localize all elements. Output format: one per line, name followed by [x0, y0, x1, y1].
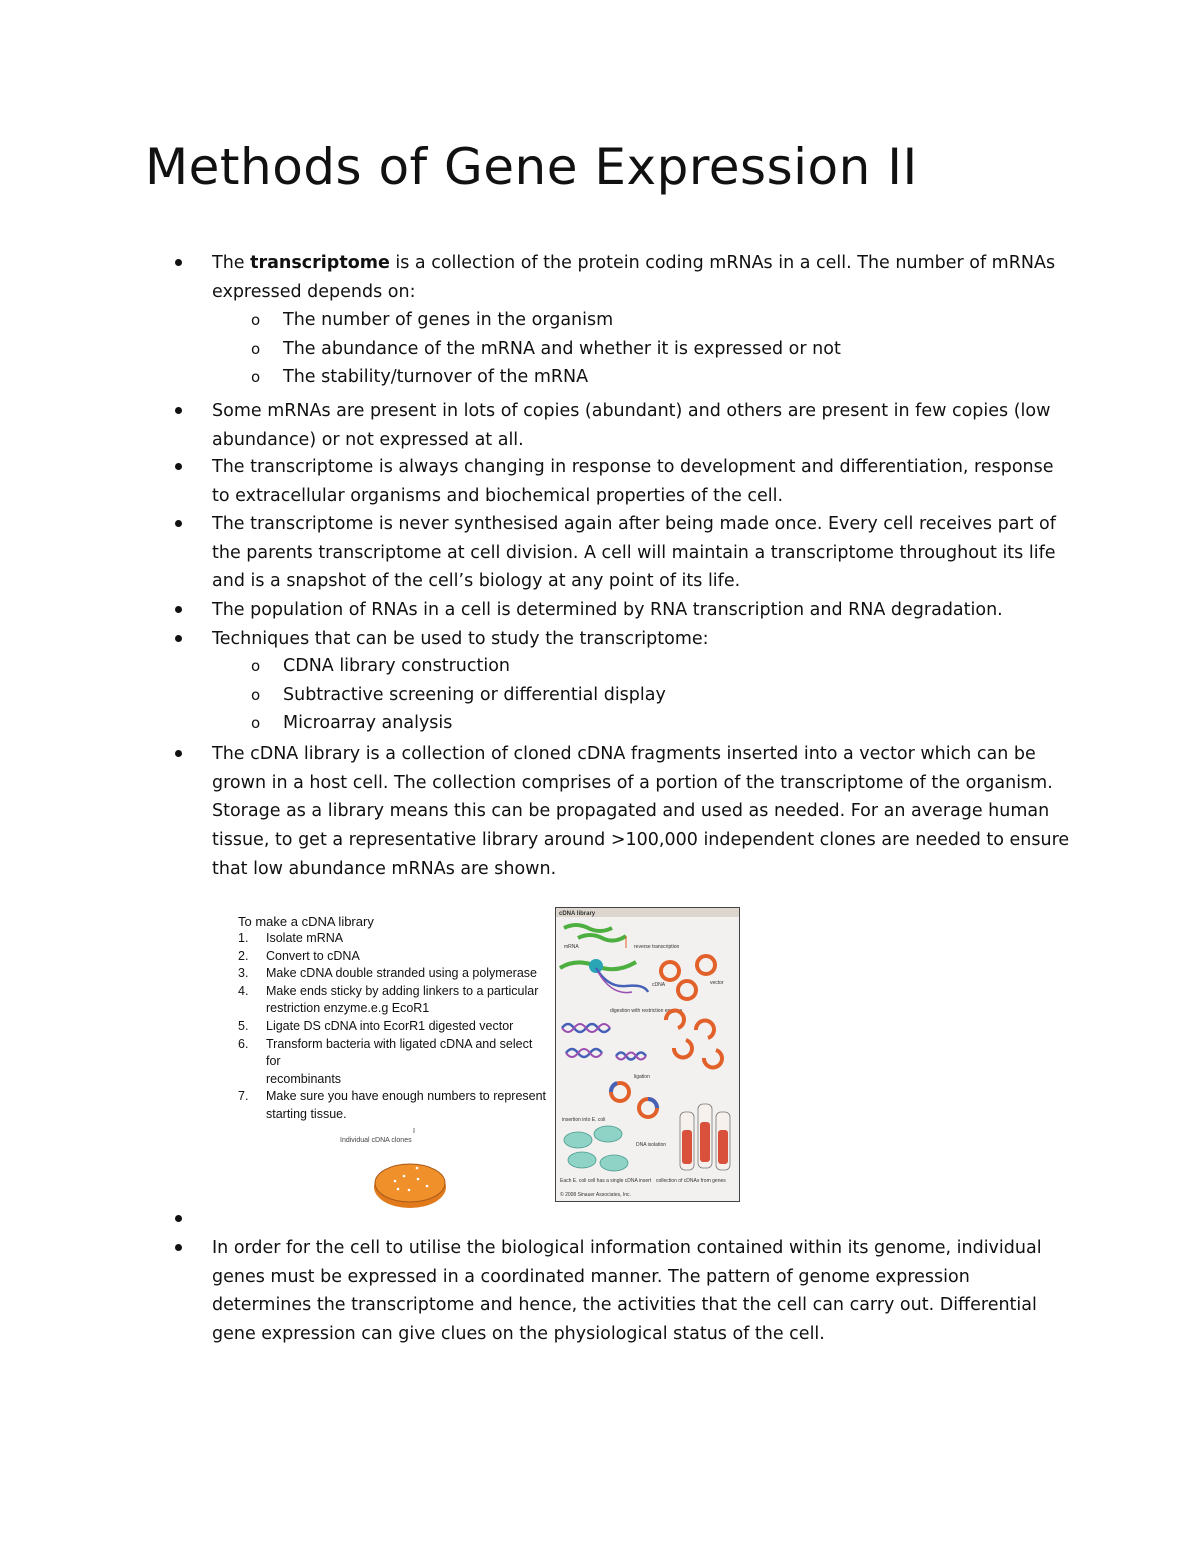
bold-term: transcriptome: [250, 253, 390, 273]
step-text: Transform bacteria with ligated cDNA and select for recombinants: [266, 1036, 533, 1086]
svg-text:cDNA: cDNA: [652, 982, 666, 988]
agar-plate-illustration: [232, 906, 548, 1211]
text-line: The transcriptome is always changing in response to development and differentiation, response: [212, 457, 1054, 477]
sub-bullet-marker: o: [251, 311, 261, 329]
text-line: The population of RNAs in a cell is determined by RNA transcription and RNA degradation.: [212, 600, 1003, 620]
text-line: gene expression can give clues on the physiological status of the cell.: [212, 1324, 825, 1345]
svg-text:DNA isolation: DNA isolation: [636, 1142, 667, 1148]
sub-bullet-marker: o: [251, 685, 261, 704]
svg-text:© 2008 Sinauer Associates, Inc: © 2008 Sinauer Associates, Inc.: [560, 1192, 631, 1198]
text-line: Some mRNAs are present in lots of copies (abundant) and others are present in few copies (low: [212, 401, 1051, 421]
figure-title: To make a cDNA library: [238, 914, 374, 929]
step-text: Ligate DS cDNA into EcorR1 digested vector: [266, 1018, 514, 1033]
bullet-marker: [173, 635, 185, 647]
sub-bullet-marker: o: [251, 657, 261, 675]
step-number: 6.: [238, 1036, 249, 1051]
text-line: grown in a host cell. The collection comprises of a portion of the transcriptome of the organism.: [212, 772, 1053, 793]
sub-bullet-marker: o: [251, 714, 261, 733]
cdna-library-schematic: [556, 908, 739, 1201]
bullet-marker: [173, 606, 185, 618]
step-text: Make cDNA double stranded using a polymerase: [266, 966, 537, 981]
list-item: [212, 453, 1072, 510]
sub-bullet-marker: o: [251, 339, 261, 358]
text-line: Techniques that can be used to study the transcriptome:: [212, 629, 709, 649]
step-number: 3.: [238, 966, 249, 981]
text-line: to extracellular organisms and biochemical properties of the cell.: [212, 485, 784, 506]
page-title: Methods of Gene Expression II: [145, 138, 918, 196]
bullet-marker: [173, 750, 185, 762]
text-line: the parents transcriptome at cell division. A cell will maintain a transcriptome throughout its life: [212, 542, 1056, 563]
step-text: Isolate mRNA: [266, 931, 344, 945]
text-line: Storage as a library means this can be propagated and used as needed. For an average human: [212, 801, 1050, 822]
sub-list-item: CDNA library construction: [283, 656, 511, 676]
svg-text:vector: vector: [710, 980, 724, 986]
sub-list-item: Microarray analysis: [283, 713, 453, 734]
text-line: expressed depends on:: [212, 281, 416, 302]
svg-text:ligation: ligation: [634, 1074, 650, 1080]
text-line: genes must be expressed in a coordinated manner. The pattern of genome expression: [212, 1266, 970, 1287]
step-text: Make ends sticky by adding linkers to a particular restriction enzyme.e.g EcoR1: [266, 983, 539, 1016]
text-line: In order for the cell to utilise the biological information contained within its genome, individual: [212, 1238, 1042, 1258]
list-item: [212, 596, 1072, 625]
text-line: tissue, to get a representative library around >100,000 independent clones are needed to ensure: [212, 830, 1070, 851]
bullet-marker: [173, 407, 185, 419]
bullet-marker: [173, 520, 185, 532]
text-line: determines the transcriptome and hence, the activities that the cell can carry out. Differential: [212, 1295, 1037, 1316]
sub-bullet-marker: o: [251, 368, 261, 387]
sub-list-item: The number of genes in the organism: [283, 310, 614, 330]
text-line: The cDNA library is a collection of cloned cDNA fragments inserted into a vector which can be: [212, 744, 1036, 764]
text-line: and is a snapshot of the cell’s biology at any point of its life.: [212, 571, 741, 592]
cdna-library-diagram: [555, 907, 740, 1202]
list-item: [212, 740, 1072, 884]
step-number: 5.: [238, 1018, 249, 1033]
text-line: The transcriptome is never synthesised again after being made once. Every cell receives part of: [212, 514, 1056, 534]
sub-list-item: The stability/turnover of the mRNA: [283, 367, 589, 388]
sub-list-item: Subtractive screening or differential display: [283, 684, 666, 705]
text-line: The transcriptome is a collection of the protein coding mRNAs in a cell. The number of mRNAs: [212, 253, 1056, 273]
svg-text:reverse transcription: reverse transcription: [634, 944, 680, 950]
text-line: that low abundance mRNAs are shown.: [212, 858, 557, 879]
step-number: 7.: [238, 1089, 249, 1104]
list-item: [212, 1234, 1072, 1349]
list-item: [212, 397, 1072, 454]
cdna-library-steps-figure: [232, 906, 548, 1211]
svg-text:cDNA library: cDNA library: [559, 911, 596, 917]
svg-text:mRNA: mRNA: [564, 944, 579, 950]
sub-list-item: The abundance of the mRNA and whether it is expressed or not: [283, 338, 841, 359]
svg-text:collection of cDNAs from genes: collection of cDNAs from genes: [656, 1178, 726, 1184]
list-item: [212, 625, 1072, 654]
step-number: 1.: [238, 931, 249, 945]
bullet-marker: [173, 1244, 185, 1256]
svg-text:insertion into E. coli: insertion into E. coli: [562, 1117, 606, 1123]
text-line: abundance) or not expressed at all.: [212, 429, 524, 450]
step-number: 2.: [238, 948, 249, 963]
svg-text:Each E. coli cell has a single: Each E. coli cell has a single cDNA insert: [560, 1178, 652, 1184]
bullet-marker: [173, 259, 185, 271]
bullet-marker: [173, 463, 185, 475]
step-text: Make sure you have enough numbers to represent starting tissue.: [266, 1089, 547, 1121]
plate-label: Individual cDNA clones: [340, 1137, 412, 1144]
svg-text:digestion with restriction enz: digestion with restriction enzyme: [610, 1008, 683, 1014]
empty-bullet-marker: [173, 1215, 185, 1227]
step-number: 4.: [238, 983, 249, 998]
list-item: [212, 249, 1072, 306]
list-item: [212, 510, 1072, 596]
step-text: Convert to cDNA: [266, 948, 360, 963]
